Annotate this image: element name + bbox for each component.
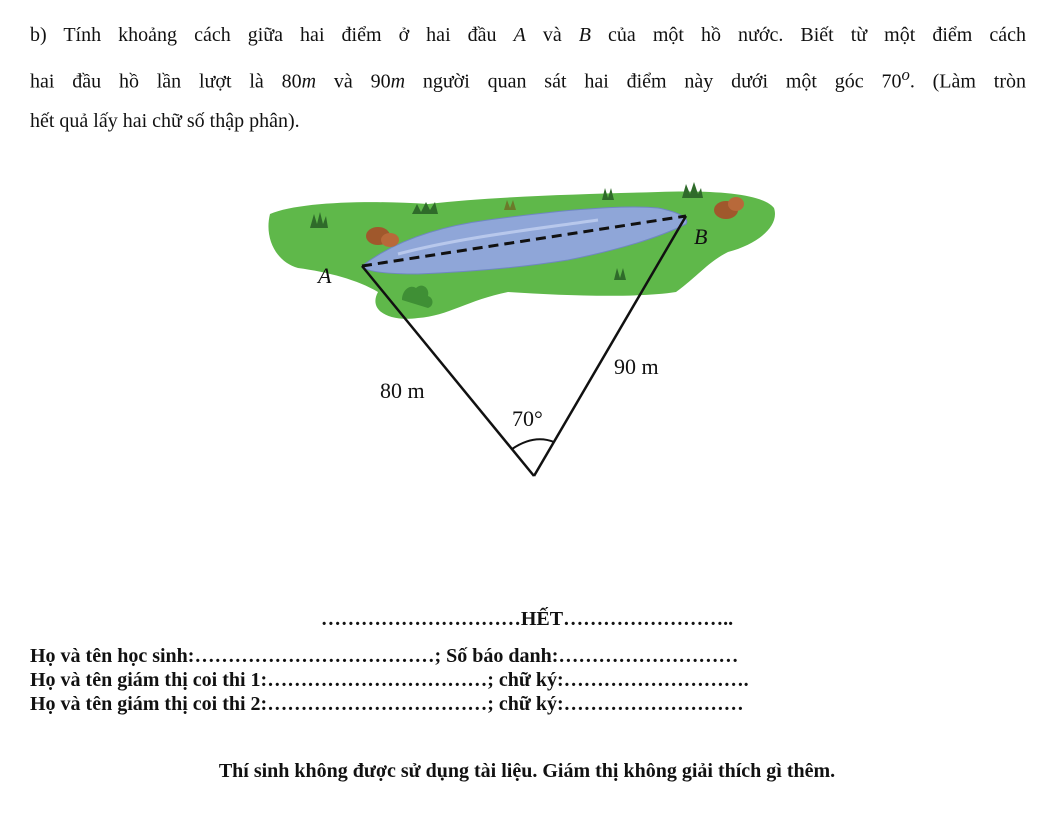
distance-2-unit: m bbox=[390, 70, 406, 93]
exam-info-block bbox=[30, 644, 749, 716]
proctor-2-row: Họ và tên giám thị coi thi 2:……………………………; chữ ký:……………………… bbox=[30, 693, 744, 715]
problem-text bbox=[30, 16, 1026, 141]
problem-line-3: hết quả lấy hai chữ số thập phân). bbox=[30, 109, 300, 132]
exam-note: Thí sinh không được sử dụng tài liệu. Giám thị không giải thích gì thêm. bbox=[218, 760, 836, 782]
proctor-1-row: Họ và tên giám thị coi thi 1:……………………………; chữ ký:………………………. bbox=[30, 669, 749, 691]
point-b-symbol: B bbox=[578, 24, 591, 46]
label-side-90m: 90 m bbox=[614, 354, 659, 379]
point-a-symbol: A bbox=[513, 24, 526, 46]
distance-1-unit: m bbox=[301, 70, 317, 93]
angle-value: 70 bbox=[881, 70, 902, 93]
label-point-b: B bbox=[694, 224, 708, 249]
lake-figure bbox=[258, 168, 778, 488]
problem-text-part: . (Làm tròn bbox=[909, 70, 1026, 93]
problem-text-part: hai đầu hồ lần lượt là bbox=[30, 70, 282, 93]
degree-symbol: o bbox=[901, 65, 910, 84]
problem-line-1 bbox=[30, 16, 1026, 55]
lake-diagram bbox=[258, 168, 778, 488]
distance-1-value: 80 bbox=[281, 70, 302, 93]
problem-text-part: b) Tính khoảng cách giữa hai điểm ở hai đầu bbox=[30, 24, 514, 46]
label-side-80m: 80 m bbox=[380, 378, 425, 403]
problem-text-part: người quan sát hai điểm này dưới một góc bbox=[405, 70, 882, 93]
label-point-a: A bbox=[318, 263, 332, 288]
problem-text-part: và bbox=[316, 70, 371, 93]
angle-arc bbox=[512, 439, 554, 449]
student-name-row: Họ và tên học sinh:………………………………; Số báo danh:……………………… bbox=[30, 645, 739, 667]
problem-line-2 bbox=[30, 55, 1026, 102]
problem-text-part: của một hồ nước. Biết từ một điểm cách bbox=[591, 24, 1026, 46]
distance-2-value: 90 bbox=[370, 70, 391, 93]
label-angle-70: 70° bbox=[512, 406, 543, 431]
end-marker: …………………………HẾT…………………….. bbox=[320, 608, 734, 630]
problem-text-part: và bbox=[525, 24, 579, 46]
